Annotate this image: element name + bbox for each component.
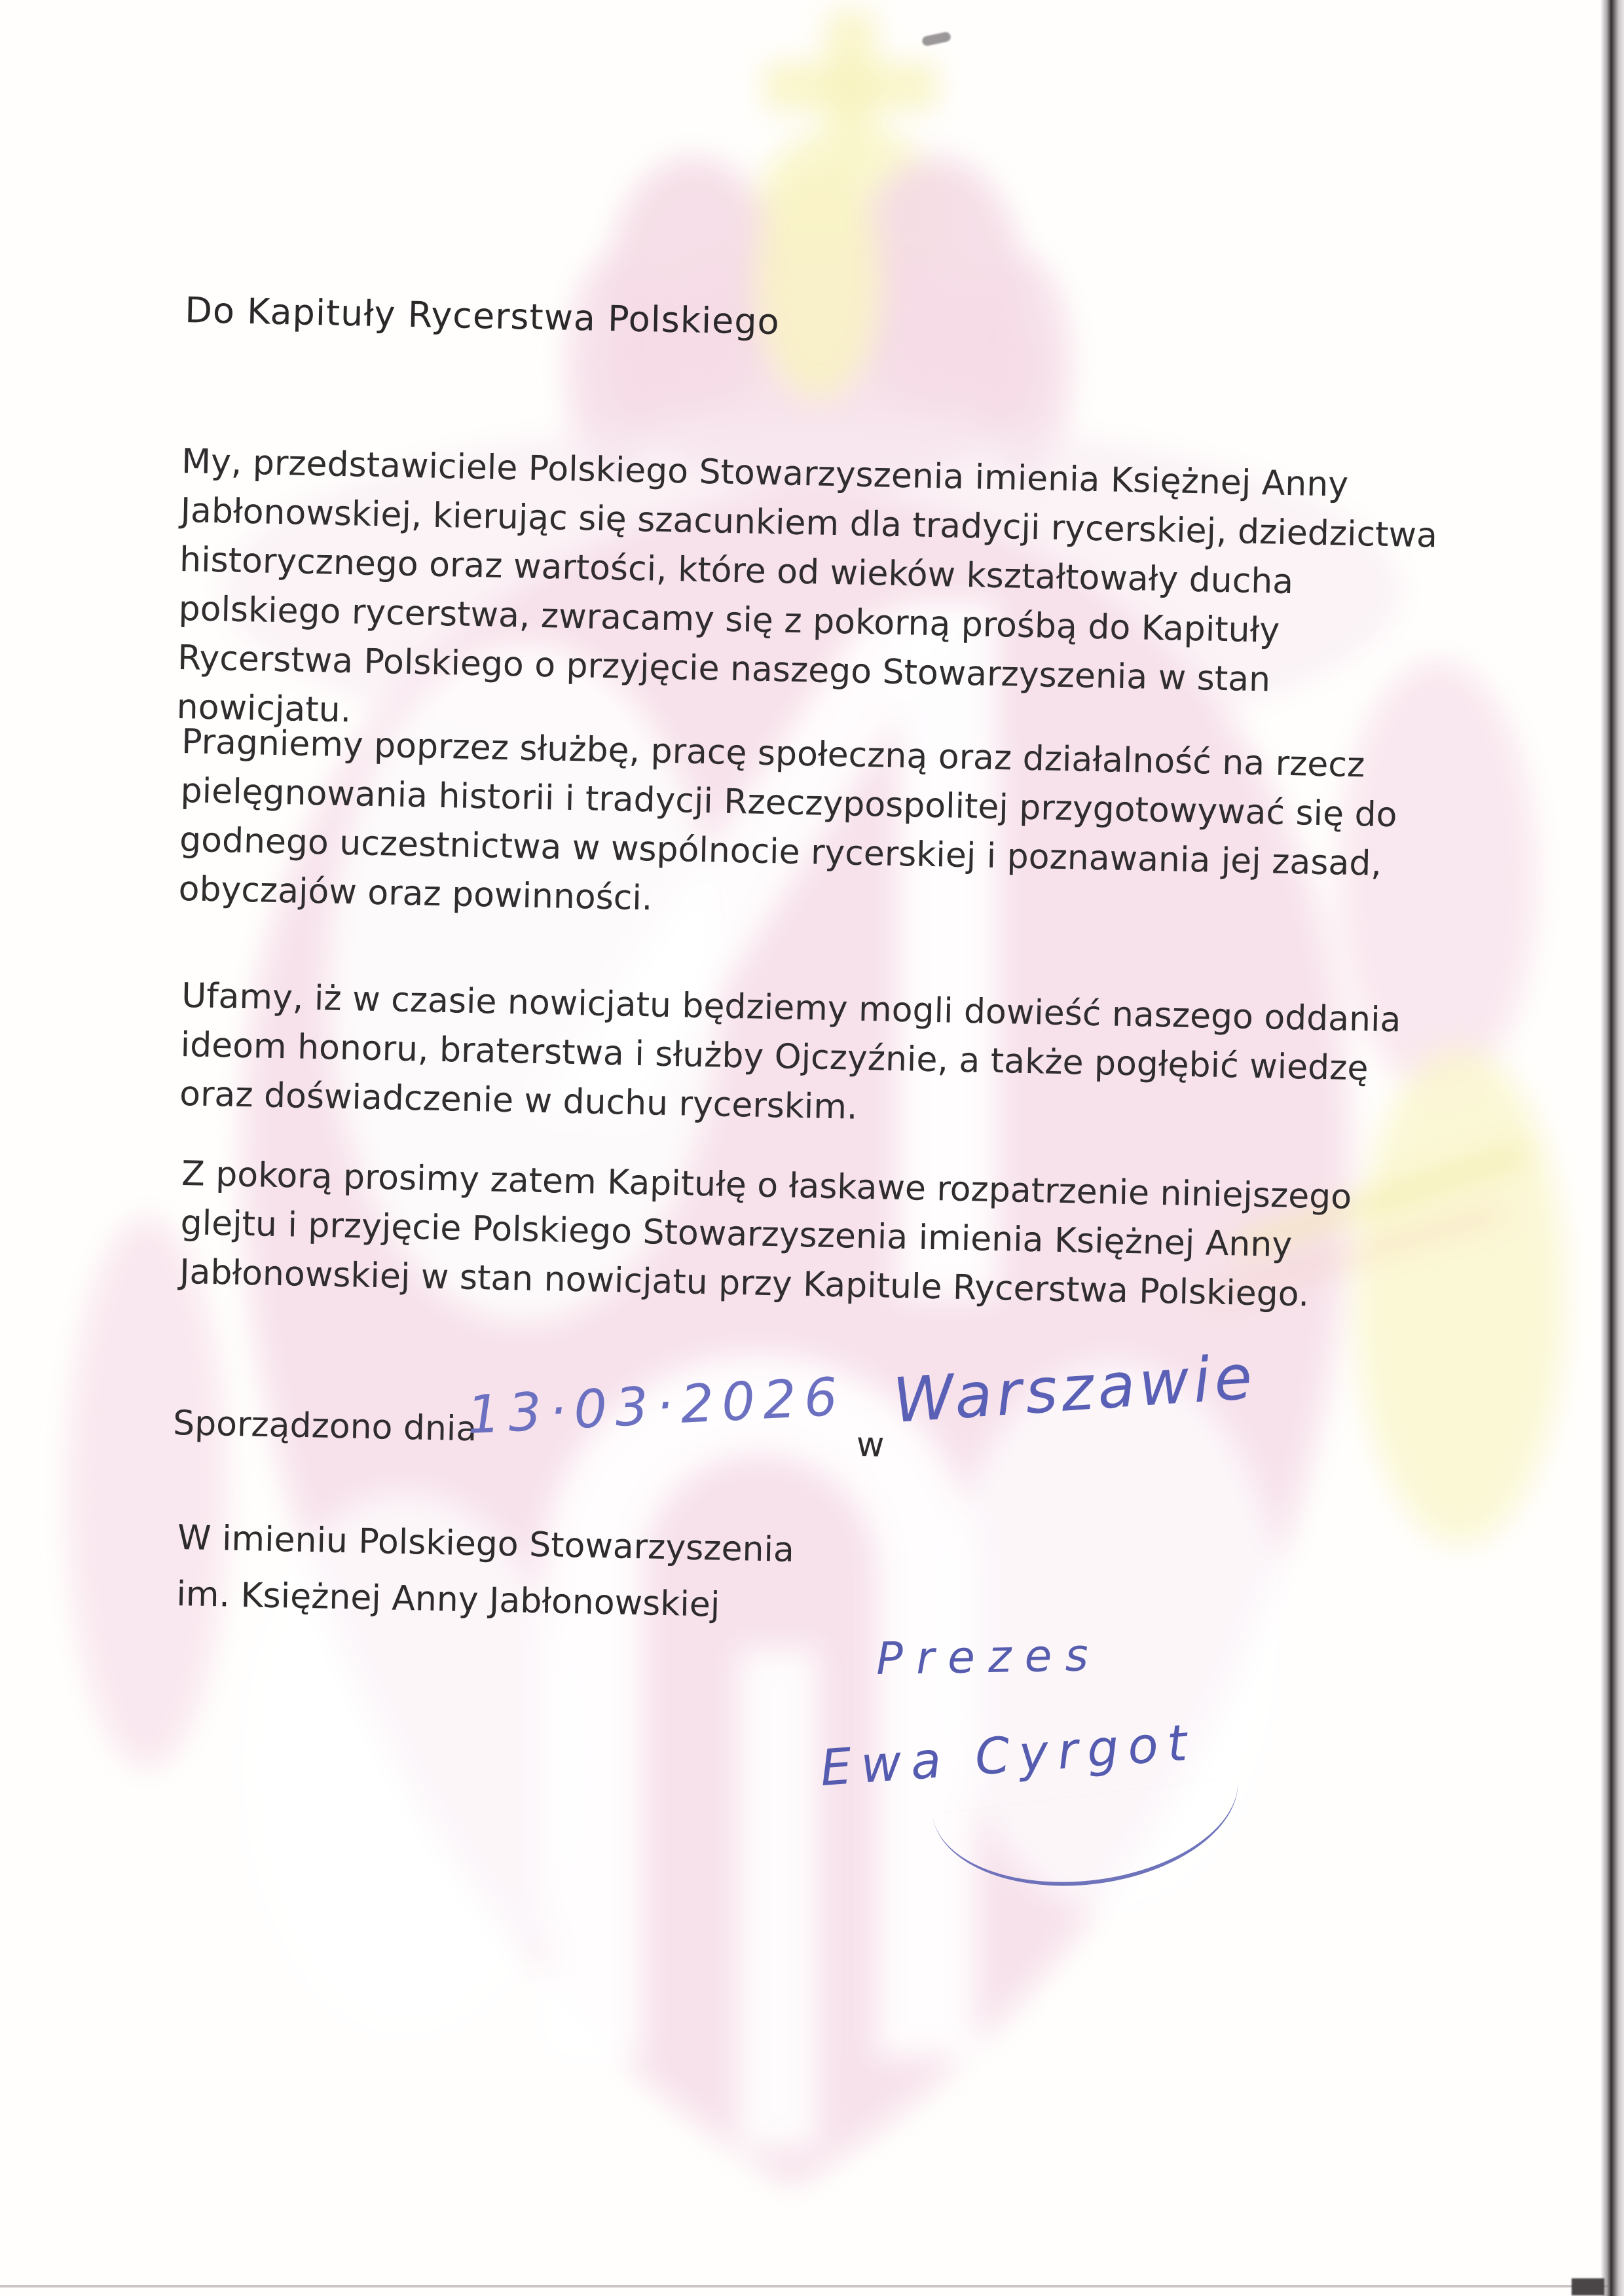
letter-heading: Do Kapituły Rycerstwa Polskiego xyxy=(184,289,781,343)
signature-org-line2: im. Księżnej Anny Jabłonowskiej xyxy=(175,1574,720,1625)
date-connector-label: w xyxy=(856,1425,885,1465)
signature-org-line1: W imieniu Polskiego Stowarzyszenia xyxy=(177,1518,795,1570)
paragraph-3: Ufamy, iż w czasie nowicjatu będziemy mogli dowieść naszego oddania ideom honoru, braterstwa i służby Ojczyźnie, a także pogłębić wiedzę oraz doświadczenie w duchu rycerskim. xyxy=(179,975,1402,1127)
signature-flourish xyxy=(932,1777,1248,1903)
paragraph-1: My, przedstawiciele Polskiego Stowarzyszenia imienia Księżnej Anny Jabłonowskiej, kierując się szacunkiem dla tradycji rycerskiej, dziedzictwa historycznego oraz wartości, które od wieków kształtowały ducha polskiego rycerstwa, zwracamy się z pokorną prośbą do Kapituły Rycerstwa Polskiego o przyjęcie naszego Stowarzyszenia w stan nowicjatu. xyxy=(176,441,1438,731)
date-prefix-label: Sporządzono dnia xyxy=(172,1403,477,1449)
handwritten-signature: Ewa Cyrgot xyxy=(818,1713,1198,1797)
signature-org-block xyxy=(176,1510,795,1635)
handwritten-place: Warszawie xyxy=(891,1341,1259,1438)
handwritten-date: 13·03·2026 xyxy=(465,1366,847,1446)
handwritten-title: Prezes xyxy=(876,1630,1102,1685)
paragraph-4: Z pokorą prosimy zatem Kapitułę o łaskawe rozpatrzenie niniejszego glejtu i przyjęcie Polskiego Stowarzyszenia imienia Księżnej Anny Jabłonowskiej w stan nowicjatu przy Kapitule Rycerstwa Polskiego. xyxy=(179,1154,1352,1315)
paragraph-2: Pragniemy poprzez służbę, pracę społeczną oraz działalność na rzecz pielęgnowania historii i tradycji Rzeczypospolitej przygotowywać się do godnego uczestnictwa w wspólnocie rycerskiej i poznawania jej zasad, obyczajów oraz powinności. xyxy=(178,721,1397,919)
